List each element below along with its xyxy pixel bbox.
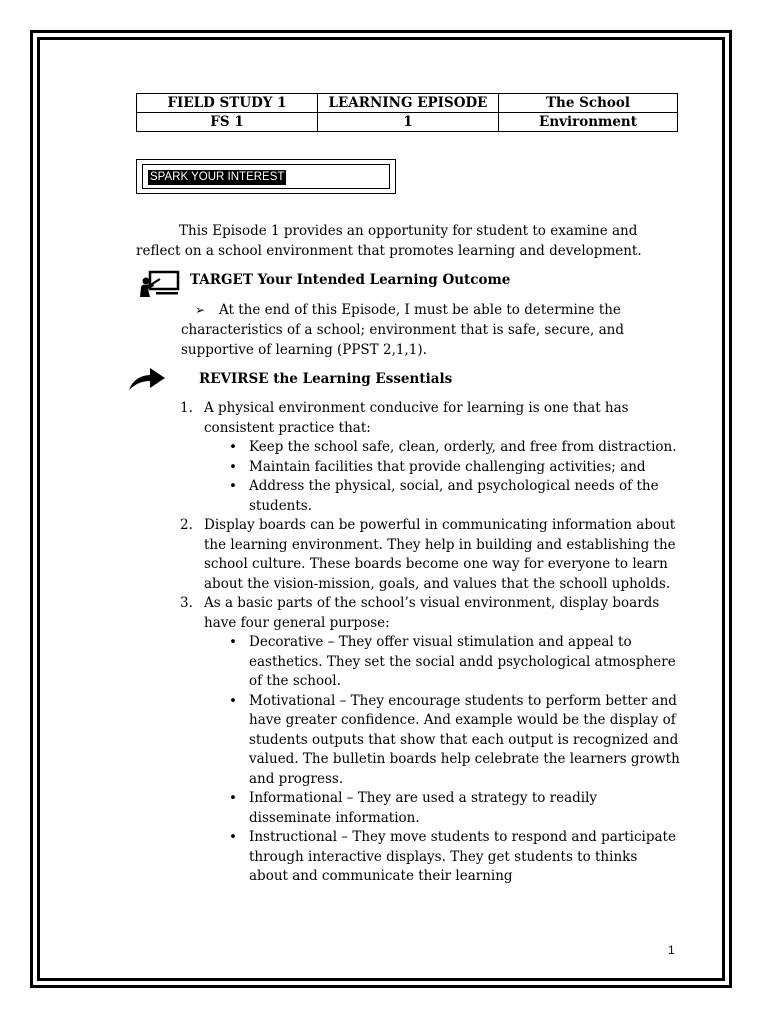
bullet-dot-icon: •: [229, 439, 237, 455]
header-topic-line1: The School: [499, 94, 678, 113]
page-number: 1: [668, 943, 675, 957]
list-item-text: Display boards can be powerful in communicating information about the learning environment. They help in building and establishing the school culture. These boards become one way for everyone to learn about the vision-mission, goals, and values that the schooll upholds.: [204, 517, 676, 592]
target-outcome-item: [181, 300, 681, 360]
revise-heading: REVIRSE the Learning Essentials: [199, 371, 453, 387]
bullet-dot-icon: •: [229, 692, 237, 709]
header-field-study: FIELD STUDY 1: [137, 94, 318, 113]
bullet-item: [204, 458, 680, 478]
spark-label: SPARK YOUR INTEREST: [150, 171, 285, 183]
bullet-text: Address the physical, social, and psychological needs of the students.: [249, 478, 659, 514]
target-heading: TARGET Your Intended Learning Outcome: [190, 272, 511, 288]
bullet-text: Instructional – They move students to respond and participate through interactive displays. They get students to thinks about and communicate their learning: [249, 829, 676, 884]
bullet-item: [204, 633, 680, 692]
curved-arrow-icon: [128, 366, 166, 392]
intro-paragraph: This Episode 1 provides an opportunity for student to examine and reflect on a school environment that promotes learning and development.: [136, 223, 642, 259]
bullet-item: [204, 477, 680, 516]
bullet-text: Motivational – They encourage students to perform better and have greater confidence. And example would be the display of students outputs that show that each output is recognized and valued. The bulletin boards help celebrate the learners growth and progress.: [249, 692, 680, 787]
arrowhead-icon: ➢: [194, 303, 206, 317]
list-item-text: As a basic parts of the school’s visual environment, display boards have four general purpose:: [204, 595, 660, 631]
header-learning-episode: LEARNING EPISODE: [318, 94, 499, 113]
essentials-list: [180, 399, 680, 887]
teacher-board-icon: [138, 270, 182, 300]
header-course-code: FS 1: [137, 113, 318, 132]
bullet-text: Keep the school safe, clean, orderly, and free from distraction.: [249, 439, 677, 455]
list-item-number: 2.: [180, 517, 193, 533]
list-item: [180, 399, 680, 516]
bullet-dot-icon: •: [229, 458, 237, 475]
bullet-item: [204, 438, 680, 458]
bullet-dot-icon: •: [229, 790, 237, 806]
bullet-item: [204, 692, 680, 790]
list-item-number: 1.: [180, 400, 193, 416]
bullet-dot-icon: •: [229, 634, 237, 650]
list-item: [180, 516, 680, 594]
bullet-dot-icon: •: [229, 829, 237, 845]
list-item-number: 3.: [180, 595, 193, 611]
bullet-text: Maintain facilities that provide challenging activities; and: [249, 458, 646, 475]
header-topic-line2: Environment: [499, 113, 678, 132]
bullet-item: [204, 828, 680, 887]
list-item: [180, 594, 680, 887]
header-row-1: [137, 94, 678, 113]
bullet-item: [204, 789, 680, 828]
list-item-text: A physical environment conducive for learning is one that has consistent practice that:: [204, 400, 629, 436]
bullet-text: Decorative – They offer visual stimulation and appeal to easthetics. They set the social andd psychological atmosphere of the school.: [249, 634, 676, 689]
header-episode-number: 1: [318, 113, 499, 132]
header-table: [136, 93, 678, 132]
bullet-dot-icon: •: [229, 478, 237, 494]
header-row-2: [137, 113, 678, 132]
bullet-text: Informational – They are used a strategy to readily disseminate information.: [249, 790, 598, 826]
target-outcome-text: At the end of this Episode, I must be able to determine the characteristics of a school; environment that is safe, secure, and supportive of learning (PPST 2,1,1).: [181, 302, 625, 358]
bullet-list: [204, 438, 680, 516]
bullet-list: [204, 633, 680, 887]
